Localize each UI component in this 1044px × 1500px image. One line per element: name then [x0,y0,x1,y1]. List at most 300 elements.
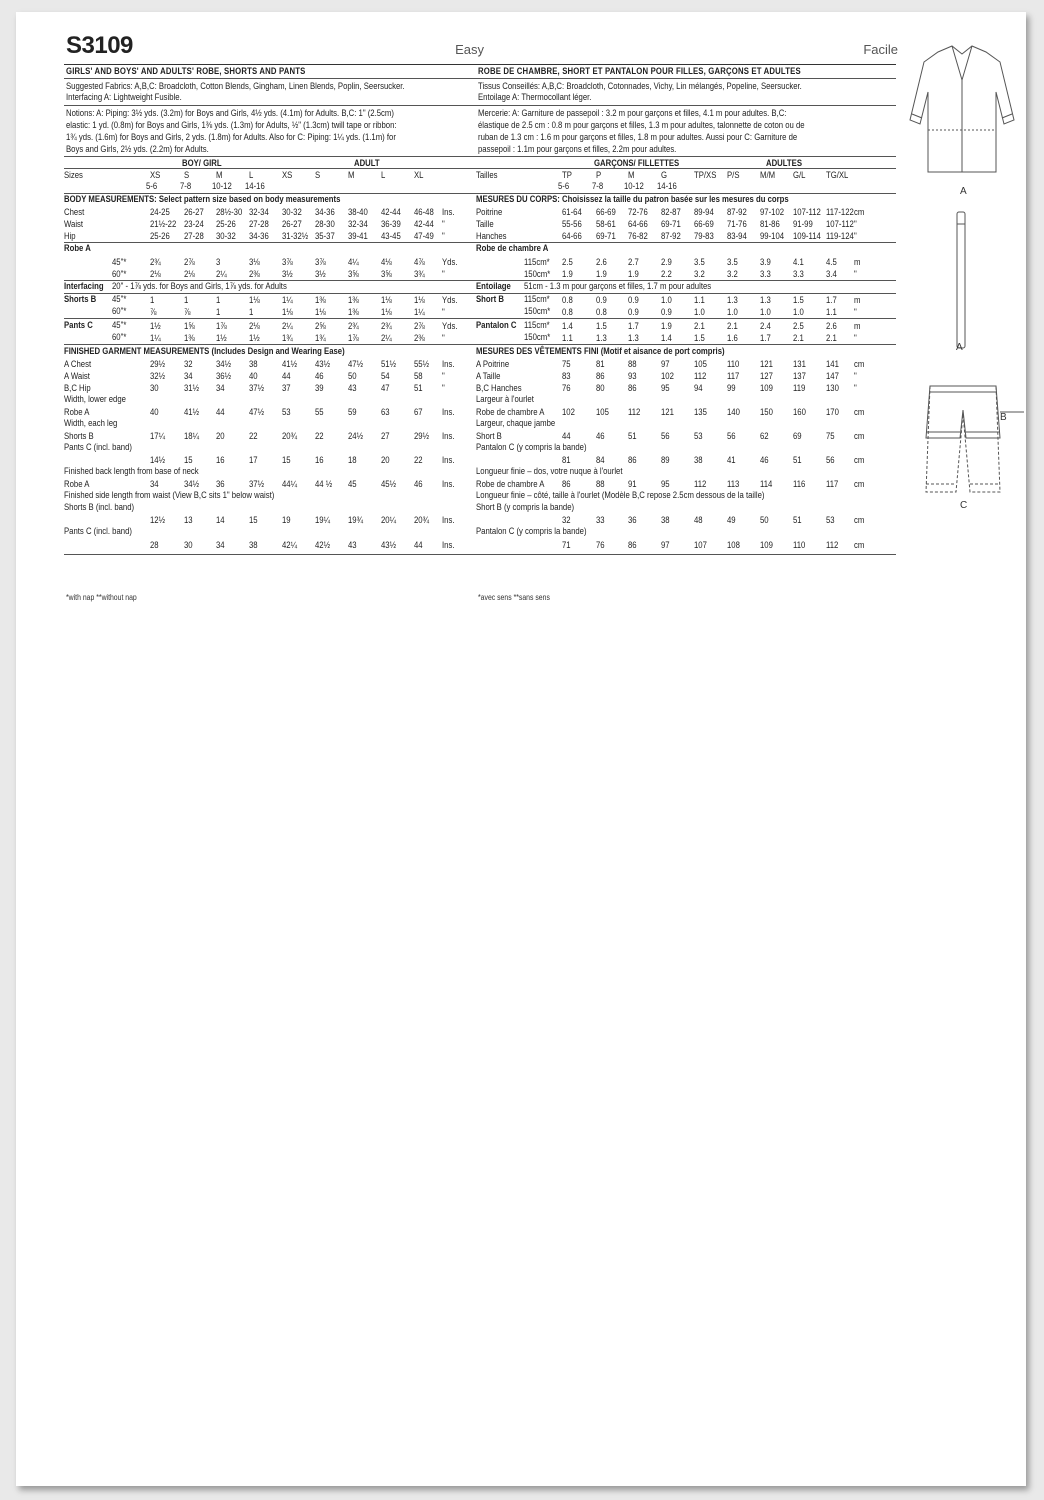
body-row-unit: " [442,231,445,241]
finished-row-value-2: 34 [216,383,225,393]
body-row-label: Hanches [476,231,507,241]
robe-length-row-label: Robe A [64,479,90,489]
body-row-value-1: 27-28 [184,231,204,241]
finished-row-value-1: 31½ [184,383,200,393]
size-8: TG/XL [826,170,849,180]
robe-row-value-0: 2.5 [562,257,573,267]
robe-length-row-value-5: 113 [727,479,740,489]
robe-width-row-value-4: 135 [694,407,707,417]
pants-row-value-7: 2.5 [793,321,804,331]
body-row-value-5: 28-30 [315,219,335,229]
robe-width-row-value-0: 40 [150,407,159,417]
shorts-length-row-value-3: 15 [249,515,258,525]
back-length-label: Finished back length from base of neck [64,466,199,476]
shorts-width: 60"* [112,306,127,316]
robe-row-value-1: 2.6 [596,257,607,267]
finished-row [476,382,896,394]
body-row-value-2: 76-82 [628,231,648,241]
pants-yardage-label: Pantalon C [476,320,517,330]
pants-row-unit: Yds. [442,321,458,331]
finished-row-unit: " [442,383,445,393]
pants-length-row-value-4: 42¼ [282,540,298,550]
body-row-value-3: 34-36 [249,231,269,241]
finished-row-value-0: 75 [562,359,571,369]
finished-row-value-0: 30 [150,383,159,393]
shorts-width-row-value-1: 18¼ [184,431,200,441]
robe-width-row-value-7: 63 [381,407,390,417]
robe-row-value-5: 3.2 [727,269,738,279]
finished-row-value-6: 43 [348,383,357,393]
body-row-value-8: 107-112 [826,219,854,229]
footnote-fr: *avec sens **sans sens [478,593,550,602]
shorts-length-row-value-2: 14 [216,515,225,525]
pants-row-value-3: 1½ [249,333,260,343]
shorts-length-row-value-5: 19¼ [315,515,331,525]
finished-row-value-0: 32½ [150,371,166,381]
body-row-value-5: 83-94 [727,231,747,241]
robe-row-label: 45"* [112,257,127,267]
robe-row-value-1: 2⅞ [184,257,195,267]
shorts-width-row [476,430,896,442]
body-row-unit: " [854,219,857,229]
finished-row-label: A Chest [64,359,92,369]
pants-row-value-2: 1½ [216,333,227,343]
size-7: L [381,170,386,180]
pants-row [64,332,484,344]
robe-width-row-unit: cm [854,407,865,417]
finished-row-value-7: 54 [381,371,390,381]
shorts-row-value-4: 1¼ [282,295,293,305]
shorts-row-value-6: 1.0 [760,307,771,317]
body-measurements-heading: MESURES DU CORPS: Choisissez la taille du patron basée sur les mesures du corps [476,194,789,204]
body-row-value-7: 107-112 [793,207,821,217]
group-kids: GARÇONS/ FILLETTES [594,158,680,168]
robe-width-row-value-4: 53 [282,407,291,417]
table-rule [476,554,896,555]
shorts-length-row-value-0: 32 [562,515,571,525]
body-row-label: Waist [64,219,84,229]
robe-row-value-7: 4⅛ [381,257,392,267]
pants-row-value-7: 2¼ [381,333,392,343]
finished-row-value-4: 41½ [282,359,298,369]
body-row-value-6: 81-86 [760,219,780,229]
robe-length-row-value-7: 116 [793,479,806,489]
shorts-width-row [64,430,484,442]
interfacing-label: Entoilage [476,281,511,291]
pants-width-row-value-5: 41 [727,455,736,465]
shorts-length-row [64,514,484,526]
body-row-value-4: 31-32½ [282,231,309,241]
finished-row-value-2: 36½ [216,371,232,381]
shorts-length-row-value-8: 53 [826,515,835,525]
shorts-length-row-unit: Ins. [442,515,455,525]
size-2: M [216,170,223,180]
robe-length-row-value-0: 86 [562,479,571,489]
width-lower-edge: Largeur à l'ourlet [476,394,534,404]
body-row-value-2: 28½-30 [216,207,243,217]
finished-row-value-8: 141 [826,359,839,369]
shorts-yardage-label: Short B [476,294,504,304]
finished-row-value-4: 37 [282,383,291,393]
shorts-row-value-6: 1⅜ [348,307,359,317]
shorts-length-row-unit: cm [854,515,865,525]
shorts-row-value-8: 1.7 [826,295,837,305]
shorts-length-row-value-7: 51 [793,515,802,525]
finished-row-unit: " [854,371,857,381]
suggested-fabrics: Suggested Fabrics: A,B,C: Broadcloth, Cotton Blends, Gingham, Linen Blends, Poplin, Seersucker. [66,81,405,91]
robe-width-row-value-2: 44 [216,407,225,417]
shorts-row [64,306,484,318]
pants-length-row-value-5: 108 [727,540,740,550]
divider [476,78,896,79]
size-1: P [596,170,602,180]
pants-row-value-1: 1⅝ [184,321,195,331]
robe-row-value-3: 2.2 [661,269,672,279]
pants-row-value-2: 1.7 [628,321,639,331]
size-range-1: 7-8 [180,181,192,191]
shorts-width-row-value-0: 44 [562,431,571,441]
shorts-row-value-0: 1 [150,295,155,305]
notions-line-1: Notions: A: Piping: 3½ yds. (3.2m) for Boys and Girls, 4½ yds. (4.1m) for Adults. B,C: 1" (2.5cm) [66,108,394,118]
finished-row [64,358,484,370]
shorts-width-row-value-4: 20¾ [282,431,298,441]
finished-heading: MESURES DES VÊTEMENTS FINI (Motif et aisance de port compris) [476,346,725,356]
pants-row-value-6: 1.7 [760,333,771,343]
body-row-value-5: 87-92 [727,207,747,217]
shorts-row-value-6: 1.3 [760,295,771,305]
shorts-row-value-1: ⅞ [184,307,191,317]
finished-row-unit: cm [854,359,865,369]
robe-width-row-label: Robe A [64,407,90,417]
shorts-width: 115cm* [524,294,550,304]
body-row-value-3: 32-34 [249,207,269,217]
shorts-row-value-5: 1⅛ [315,307,326,317]
pants-width-row-value-5: 16 [315,455,324,465]
shorts-row-value-7: 1⅛ [381,307,392,317]
finished-row-value-6: 50 [348,371,357,381]
size-range-0: 5-6 [558,181,570,191]
interfacing-note-fr: Entoilage A: Thermocollant léger. [478,92,592,102]
shorts-row-value-0: 0.8 [562,307,573,317]
pants-width-row-value-3: 89 [661,455,670,465]
shorts-row-value-3: 0.9 [661,307,672,317]
finished-row [476,358,896,370]
finished-row-value-4: 112 [694,371,707,381]
finished-row-value-0: 76 [562,383,571,393]
view-label-c: C [960,500,968,511]
shorts-width-row-value-6: 24½ [348,431,364,441]
body-row-unit: " [854,231,857,241]
pants-row-value-4: 2¼ [282,321,293,331]
finished-row-value-5: 39 [315,383,324,393]
robe-sketch [904,40,1024,520]
finished-row-value-1: 86 [596,371,605,381]
finished-row-value-3: 97 [661,359,670,369]
robe-row-unit: " [442,269,445,279]
body-row-value-8: 117-122 [826,207,854,217]
pants-length-row-value-4: 107 [694,540,707,550]
robe-row-unit: m [854,257,861,267]
robe-width-row-value-3: 47½ [249,407,265,417]
robe-length-row-value-7: 45½ [381,479,397,489]
pants-row-value-2: 1.3 [628,333,639,343]
pants-length-row-value-7: 110 [793,540,806,550]
finished-row-value-7: 131 [793,359,806,369]
robe-length-row-value-1: 34½ [184,479,200,489]
robe-row-value-6: 4¼ [348,257,359,267]
notions-line-3-fr: ruban de 1.3 cm : 1.6 m pour garçons et filles, 1.8 m pour adultes. Aussi pour C: Garniture de [478,132,798,142]
body-row-value-8: 119-124 [826,231,854,241]
finished-row-value-7: 51½ [381,359,397,369]
size-2: M [628,170,635,180]
body-row-value-2: 64-66 [628,219,648,229]
shorts-width-row-unit: Ins. [442,431,455,441]
robe-row-value-0: 2⅛ [150,269,161,279]
shorts-length-row-value-5: 49 [727,515,736,525]
robe-row-value-6: 3⅝ [348,269,359,279]
size-range-3: 14-16 [245,181,265,191]
pants-width-row-value-2: 16 [216,455,225,465]
pants-length-row [64,539,484,551]
shorts-length-label: Short B (y compris la bande) [476,502,575,512]
shorts-length-row-value-1: 13 [184,515,193,525]
body-row-value-4: 79-83 [694,231,714,241]
body-row-value-4: 30-32 [282,207,302,217]
finished-row-value-1: 34 [184,371,193,381]
robe-width-row-value-8: 67 [414,407,423,417]
pants-width-row-value-4: 38 [694,455,703,465]
robe-yardage-label: Robe de chambre A [476,243,549,253]
robe-length-row-unit: Ins. [442,479,455,489]
size-0: XS [150,170,161,180]
finished-row-value-8: 51 [414,383,423,393]
finished-row-value-3: 95 [661,383,670,393]
finished-row-value-5: 46 [315,371,324,381]
robe-row-value-6: 3.9 [760,257,771,267]
robe-row [476,256,896,268]
robe-length-row-value-4: 112 [694,479,707,489]
finished-row-label: B,C Hip [64,383,91,393]
robe-row-value-5: 3.5 [727,257,738,267]
finished-row-value-1: 32 [184,359,193,369]
interfacing-label: Interfacing [64,281,104,291]
robe-row-value-3: 2⅜ [249,269,260,279]
pants-row-value-4: 1.5 [694,333,705,343]
shorts-length-row-value-6: 50 [760,515,769,525]
robe-length-row-value-1: 88 [596,479,605,489]
finished-row-value-8: 58 [414,371,423,381]
shorts-length-label: Shorts B (incl. band) [64,502,135,512]
pants-length-row-value-6: 43 [348,540,357,550]
shorts-row-value-4: 1⅛ [282,307,293,317]
table-rule [476,344,896,345]
shorts-width-row-value-2: 20 [216,431,225,441]
robe-row-value-5: 3½ [315,269,326,279]
body-row-value-6: 39-41 [348,231,368,241]
finished-row-label: A Poitrine [476,359,510,369]
interfacing-text: 20" - 1⅞ yds. for Boys and Girls, 1⅞ yds. for Adults [112,281,287,291]
robe-yardage-label: Robe A [64,243,91,253]
shorts-row-unit: Yds. [442,295,458,305]
notions-line-1-fr: Mercerie: A: Garniture de passepoil : 3.2 m pour garçons et filles, 4.1 m pour adultes. B,C: [478,108,787,118]
finished-row-value-1: 80 [596,383,605,393]
robe-width-row-value-8: 170 [826,407,839,417]
size-4: TP/XS [694,170,717,180]
pants-length-row-unit: Ins. [442,540,455,550]
pants-row-value-7: 2.1 [793,333,804,343]
shorts-row-value-8: 1⅛ [414,295,425,305]
pants-row-value-0: 1½ [150,321,161,331]
finished-row-value-5: 99 [727,383,736,393]
size-3: L [249,170,254,180]
finished-row-value-7: 119 [793,383,806,393]
finished-row [476,370,896,382]
notions-line-3: 1¾ yds. (1.6m) for Boys and Girls, 2 yds. (1.8m) for Adults. Also for C: Piping: 1¼ yds. (1.1m) for [66,132,396,142]
robe-length-row-value-4: 44¼ [282,479,298,489]
body-row-value-8: 46-48 [414,207,434,217]
robe-width-row-value-5: 55 [315,407,324,417]
shorts-width-row-value-0: 17¼ [150,431,166,441]
robe-length-row-value-8: 117 [826,479,839,489]
size-range-3: 14-16 [657,181,677,191]
pants-row-value-5: 2.1 [727,321,738,331]
shorts-row-value-2: 1 [216,307,221,317]
width-each-leg: Width, each leg [64,418,118,428]
pants-row [64,320,484,332]
body-row-unit: " [442,219,445,229]
finished-row-value-2: 93 [628,371,637,381]
size-range-2: 10-12 [212,181,232,191]
finished-row-value-8: 130 [826,383,839,393]
body-row-label: Poitrine [476,207,503,217]
pants-row-value-8: 2⅞ [414,321,425,331]
pants-width-row-value-4: 15 [282,455,291,465]
body-row-value-6: 99-104 [760,231,785,241]
robe-row-value-1: 1.9 [596,269,607,279]
finished-row-value-8: 55½ [414,359,430,369]
pants-width-row-value-8: 56 [826,455,835,465]
body-row-value-0: 55-56 [562,219,582,229]
robe-width-row-value-2: 112 [628,407,641,417]
body-row-value-2: 30-32 [216,231,236,241]
robe-length-row-value-6: 45 [348,479,357,489]
shorts-row-value-0: 0.8 [562,295,573,305]
robe-row-value-1: 2⅛ [184,269,195,279]
size-6: M [348,170,355,180]
robe-row-value-8: 4⅞ [414,257,425,267]
robe-row-value-4: 3.5 [694,257,705,267]
pants-width-row-unit: Ins. [442,455,455,465]
finished-row-value-7: 47 [381,383,390,393]
pants-yardage-label: Pants C [64,320,93,330]
robe-length-row-unit: cm [854,479,865,489]
pants-width: 60"* [112,332,127,342]
robe-row-value-4: 3⅞ [282,257,293,267]
finished-row-label: B,C Hanches [476,383,522,393]
body-row-value-4: 66-69 [694,219,714,229]
robe-row-value-7: 3⅝ [381,269,392,279]
body-row [64,206,484,218]
pants-row-value-7: 2¾ [381,321,392,331]
finished-row-unit: Ins. [442,359,455,369]
shorts-length-row-value-4: 19 [282,515,291,525]
pants-row-value-6: 2¾ [348,321,359,331]
body-row-label: Hip [64,231,76,241]
difficulty-level: Easy [455,42,484,57]
body-row-value-7: 91-99 [793,219,813,229]
shorts-row-unit: " [854,307,857,317]
size-range-row [476,180,896,192]
shorts-row-value-2: 1 [216,295,221,305]
shorts-row-value-2: 0.9 [628,307,639,317]
pants-length-label: Pants C (incl. band) [64,526,132,536]
shorts-width-row-value-5: 22 [315,431,324,441]
title: GIRLS' AND BOYS' AND ADULTS' ROBE, SHORTS AND PANTS [66,66,306,76]
finished-row-value-4: 94 [694,383,703,393]
shorts-row-value-6: 1⅜ [348,295,359,305]
pants-c-label: Pantalon C (y compris la bande) [476,442,587,452]
body-row [476,230,896,242]
robe-length-row-value-6: 114 [760,479,773,489]
table-rule [64,344,484,345]
body-row-value-3: 82-87 [661,207,681,217]
shorts-row-value-4: 1.1 [694,295,705,305]
pants-row-value-2: 1⅞ [216,321,227,331]
size-range-row [64,180,484,192]
finished-heading: FINISHED GARMENT MEASUREMENTS (Includes Design and Wearing Ease) [64,346,345,356]
finished-row-value-8: 147 [826,371,839,381]
width-lower-edge: Width, lower edge [64,394,126,404]
finished-row-value-5: 117 [727,371,740,381]
shorts-length-row-value-2: 36 [628,515,637,525]
view-label-a: A [960,186,967,197]
title-rule [476,64,896,65]
shorts-row-value-0: ⅞ [150,307,157,317]
pants-length-row-value-3: 97 [661,540,670,550]
robe-length-row-value-5: 44 ½ [315,479,333,489]
finished-row-value-2: 34½ [216,359,232,369]
shorts-row [64,294,484,306]
size-range-0: 5-6 [146,181,158,191]
body-row-value-0: 25-26 [150,231,170,241]
robe-row-value-0: 1.9 [562,269,573,279]
finished-row-value-3: 38 [249,359,258,369]
body-row-value-5: 71-76 [727,219,747,229]
robe-row-value-2: 2.7 [628,257,639,267]
shorts-row-value-3: 1.0 [661,295,672,305]
finished-row-value-0: 29½ [150,359,166,369]
finished-row-value-6: 47½ [348,359,364,369]
shorts-width-row-value-2: 51 [628,431,637,441]
body-row-value-3: 27-28 [249,219,269,229]
robe-row [64,268,484,280]
robe-width-row-value-1: 41½ [184,407,200,417]
pants-row-value-1: 1⅜ [184,333,195,343]
pants-width-row-value-8: 22 [414,455,423,465]
finished-row [64,370,484,382]
shorts-width: 45"* [112,294,127,304]
robe-row-value-7: 4.1 [793,257,804,267]
table-rule [64,318,484,319]
body-row-value-4: 89-94 [694,207,714,217]
shorts-length-row [476,514,896,526]
robe-row-value-7: 3.3 [793,269,804,279]
robe-row-unit: " [854,269,857,279]
shorts-row-value-7: 1.5 [793,295,804,305]
robe-length-row [64,478,484,490]
finished-row-value-6: 127 [760,371,773,381]
finished-row-value-4: 44 [282,371,291,381]
